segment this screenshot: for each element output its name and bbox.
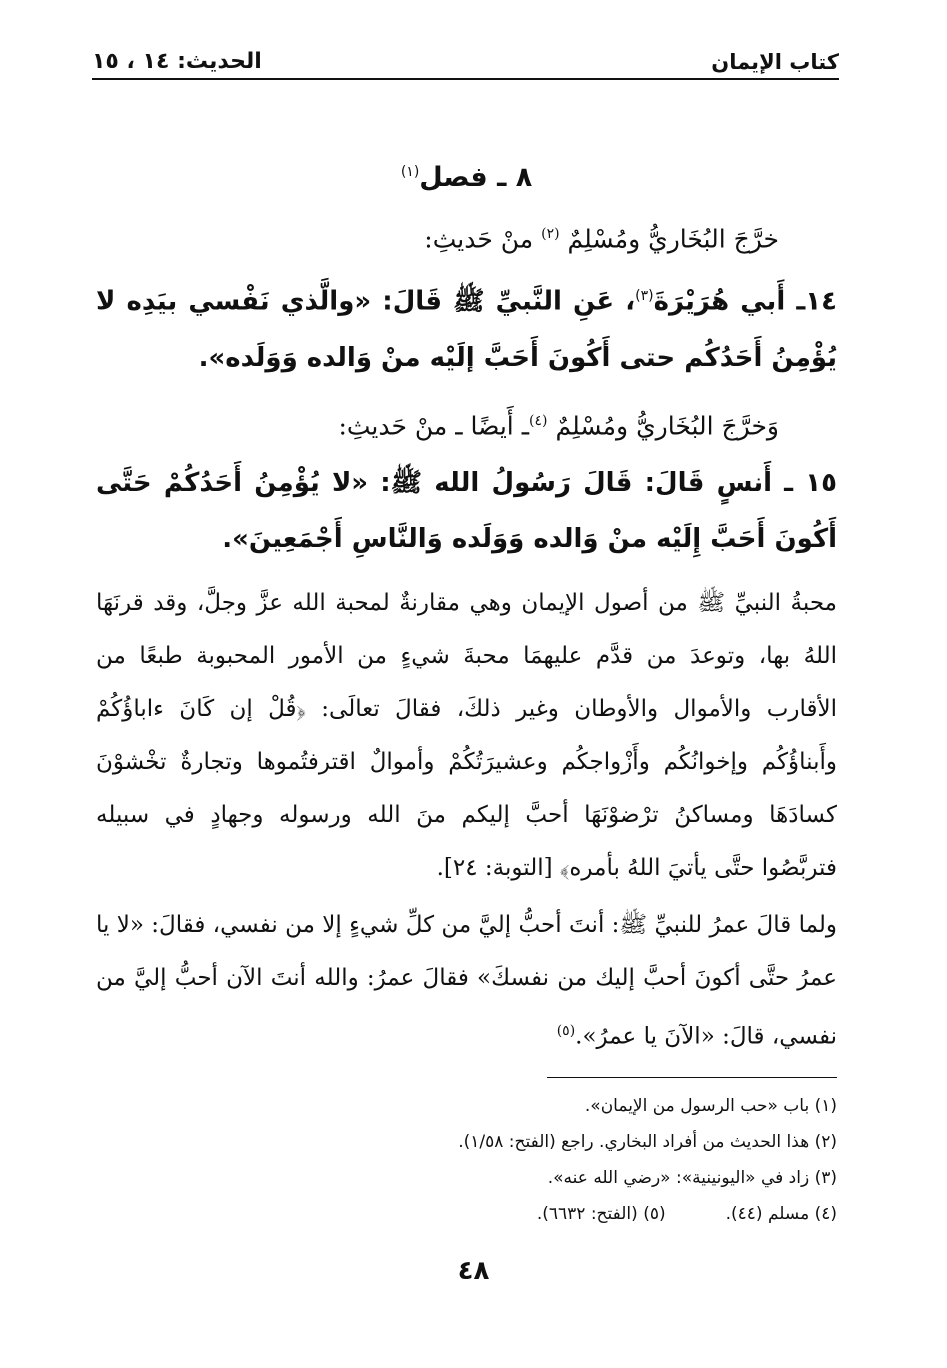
commentary2-footnote-ref: (٥) xyxy=(556,1023,576,1040)
section-footnote-ref: (١) xyxy=(400,164,420,180)
hadith-15 xyxy=(96,455,837,567)
commentary-paragraph-1 xyxy=(96,577,837,895)
hadith15-text: ١٥ ـ أَنسٍ قَالَ: قَالَ رَسُولُ الله ﷺ: «لا يُؤْمِنُ أَحَدُكُمْ حَتَّى أَكُونَ أَحَبَّ إِلَيْه منْ وَالده وَوَلَده وَالنَّاسِ أَجْمَعِينَ». xyxy=(96,468,837,555)
footnote-divider xyxy=(547,1077,837,1078)
intro1-text: خرَّجَ البُخَاريُّ ومُسْلِمٌ xyxy=(567,224,779,254)
footnote-5: (٥) (الفتح: ٦٦٣٢). xyxy=(536,1204,666,1224)
intro2-footnote-ref: (٤) xyxy=(529,412,548,429)
footnote-3: (٣) زاد في «اليونينية»: «رضي الله عنه». xyxy=(547,1168,837,1188)
hadith14-part1: ١٤ـ أَبي هُرَيْرَةَ xyxy=(653,286,837,317)
intro1-footnote-ref: (٢) xyxy=(541,226,560,242)
intro-paragraph-1 xyxy=(96,209,837,264)
commentary2-text: ولما قالَ عمرُ للنبيِّ ﷺ: أنتَ أحبُّ إليَّ من كلِّ شيءٍ إلا من نفسي، فقالَ: «لا يا عمرُ حتَّى أكونَ أحبَّ إليك من نفسكَ» فقالَ عمرُ: والله أنتَ الآن أحبُّ إليَّ من نفسي، قالَ: «الآنَ يا عمرُ». xyxy=(96,912,837,1050)
intro-paragraph-2 xyxy=(96,396,837,451)
section-heading xyxy=(96,162,837,193)
hadith14-footnote-ref: (٣) xyxy=(635,288,654,305)
header-book-title: كتاب الإيمان xyxy=(711,50,839,74)
hadith14-part2: ، عَنِ النَّبيِّ ﷺ قَالَ: «والَّذي نَفْسي بيَدِه لا يُؤْمِنُ أَحَدُكُم حتى أَكُونَ أَحَبَّ إلَيْه منْ وَالده وَوَلَده». xyxy=(96,286,837,373)
header-hadith-numbers: الحديث: ١٤ ، ١٥ xyxy=(92,49,262,74)
commentary-paragraph-2 xyxy=(96,899,837,1064)
commentary1-text: محبةُ النبيِّ ﷺ من أصول الإيمان وهي مقارنةٌ لمحبة الله عزَّ وجلَّ، وقد قرنَهَا اللهُ بها، وتوعدَ من قدَّم عليهمَا محبةَ شيءٍ من الأمور المحبوبة طبعًا من الأقارب والأموال والأوطان وغير ذلكَ، فقالَ تعالَى: ﴿قُلْ إن كَانَ ءاباؤُكُمْ وأَبناؤُكُم وإخوانُكُم وأَزْواجكُم وعشيرَتُكُمْ وأموالٌ اقترفتُموها وتجارةٌ تخْشوْنَ كسادَهَا ومساكنُ ترْضوْنَهَا أحبَّ إليكم منَ الله ورسوله وجهادٍ في سبيله فتربَّصُوا حتَّى يأتيَ اللهُ بأمره﴾ [التوبة: ٢٤]. xyxy=(96,590,837,882)
main-text xyxy=(96,162,837,1064)
footnotes xyxy=(150,1088,837,1232)
footnote-1: (١) باب «حب الرسول من الإيمان». xyxy=(584,1096,837,1116)
intro2-text-after: ـ أَيضًا ـ منْ حَديثِ: xyxy=(338,411,530,441)
footnote-2: (٢) هذا الحديث من أفراد البخاري. راجع (الفتح: ١/٥٨). xyxy=(458,1132,837,1152)
footnote-4: (٤) مسلم (٤٤). xyxy=(725,1204,837,1224)
section-title-text: ٨ ـ فصل xyxy=(419,162,533,193)
page-number: ٤٨ xyxy=(457,1256,490,1286)
hadith-14 xyxy=(96,268,837,386)
footnote-row-4-5 xyxy=(150,1196,837,1232)
running-header xyxy=(92,36,839,80)
intro2-text: وَخرَّجَ البُخَاريُّ ومُسْلِمٌ xyxy=(555,411,779,441)
intro1-text-after: منْ حَديثِ: xyxy=(424,224,534,254)
